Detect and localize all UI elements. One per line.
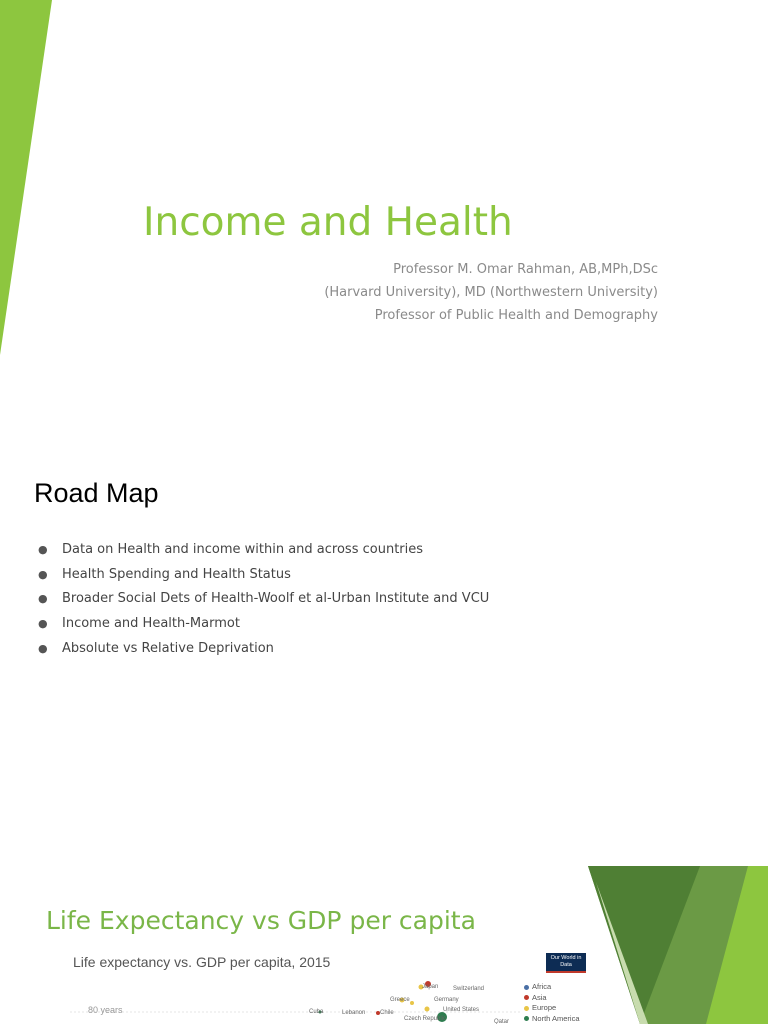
bullet-icon: ● — [38, 567, 48, 581]
scatter-chart — [0, 862, 560, 1024]
data-point — [425, 1007, 430, 1012]
bullet-icon: ● — [38, 543, 48, 556]
bullet-item — [38, 641, 489, 666]
country-label: Germany — [434, 997, 459, 1003]
subtitle-line: Professor M. Omar Rahman, AB,MPh,DSc — [393, 262, 658, 277]
bullet-item — [38, 616, 489, 641]
country-label: Chile — [380, 1010, 394, 1016]
bullet-text: Broader Social Dets of Health-Woolf et al-Urban Institute and VCU — [62, 591, 490, 607]
country-label: Greece — [390, 997, 410, 1003]
legend-swatch — [524, 1016, 529, 1021]
bullet-text: Health Spending and Health Status — [62, 566, 291, 582]
bullet-icon: ● — [38, 641, 48, 655]
country-label: Japan — [422, 984, 439, 990]
country-label: Qatar — [494, 1019, 510, 1024]
legend-item: North America — [524, 1014, 580, 1024]
country-label: Switzerland — [453, 986, 485, 992]
bullet-text: Absolute vs Relative Deprivation — [62, 640, 274, 656]
legend-swatch — [524, 1006, 529, 1011]
subtitle-line: Professor of Public Health and Demography — [374, 308, 658, 323]
country-label: Lebanon — [342, 1010, 366, 1016]
green-wedge-decoration — [0, 0, 60, 430]
y-tick-label: 80 years — [88, 1005, 123, 1015]
our-world-in-data-logo: Our World in Data — [546, 953, 586, 973]
country-label: Czech Republic — [404, 1016, 447, 1022]
slide-title: Life Expectancy vs GDP per capita — [46, 906, 476, 935]
bullet-list — [38, 542, 489, 665]
country-label: United States — [443, 1007, 480, 1013]
bullet-item — [38, 591, 489, 616]
chart-legend — [524, 982, 580, 1024]
legend-item: Asia — [524, 993, 580, 1004]
legend-swatch — [524, 985, 529, 990]
title-slide — [0, 0, 768, 430]
slide-title: Income and Health — [143, 200, 513, 245]
data-point — [410, 1001, 414, 1005]
subtitle-line: (Harvard University), MD (Northwestern University) — [324, 285, 658, 300]
bullet-icon: ● — [38, 617, 48, 631]
presenter-credentials — [324, 258, 658, 327]
legend-item: Africa — [524, 982, 580, 993]
country-label: Cuba — [309, 1009, 324, 1015]
bullet-icon: ● — [38, 592, 48, 606]
bullet-item — [38, 567, 489, 592]
slide-title: Road Map — [34, 478, 159, 508]
legend-swatch — [524, 995, 529, 1000]
legend-item: Europe — [524, 1003, 580, 1014]
bullet-text: Data on Health and income within and across countries — [62, 542, 424, 557]
life-expectancy-slide — [0, 862, 768, 1024]
bullet-text: Income and Health-Marmot — [62, 616, 240, 632]
road-map-slide — [0, 430, 768, 862]
chart-title: Life expectancy vs. GDP per capita, 2015 — [73, 954, 331, 970]
bullet-item — [38, 542, 489, 567]
